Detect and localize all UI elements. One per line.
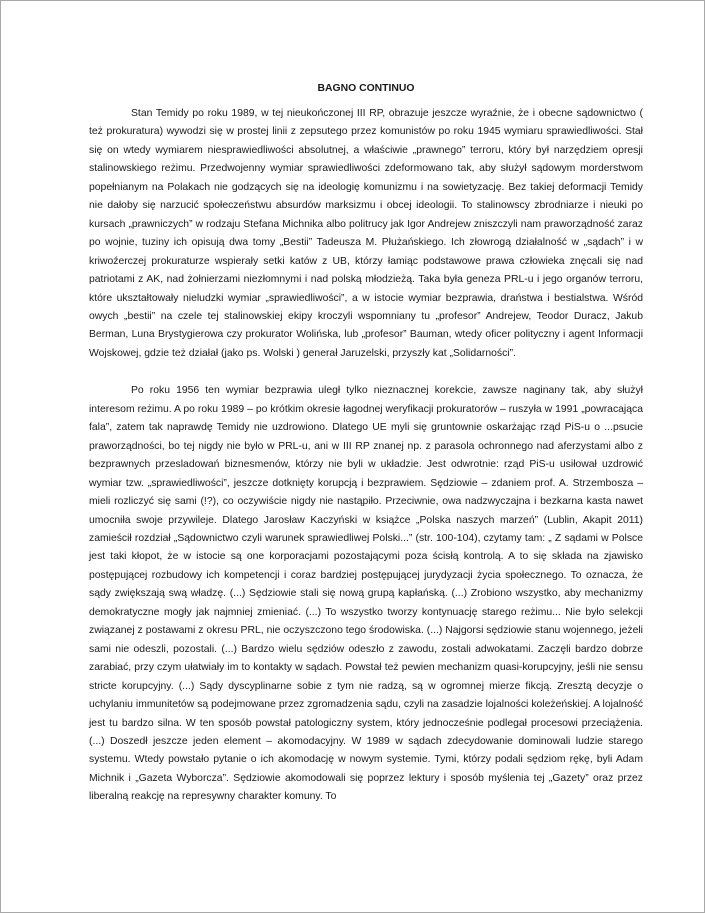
document-title: BAGNO CONTINUO	[317, 83, 415, 94]
paragraph-2: Po roku 1956 ten wymiar bezprawia uległ tylko nieznacznej korekcie, zawsze naginany tak, aby służył interesom reżimu. A po roku 1989 – po krótkim okresie łagodnej weryfikacji prokuratorów – ruszyła w 1991 „powracająca fala”, zatem tak naprawdę Temidy nie uzdrowiono. Dlatego UE myli się gruntownie oskarżając rząd PiS-u o ...psucie praworządności, bo tej nigdy nie było w PRL-u, ani w III RP znanej np. z parasola ochronnego nad aferzystami albo z bezprawnych przesladowań biznesmenów, którzy nie byli w układzie. Jest odwrotnie: rząd PiS-u usiłował uzdrowić wymiar tzw. „sprawiedliwości”, jeszcze dotknięty korupcją i bezprawiem. Sędziowie – zdaniem prof. A. Strzembosza – mieli rozliczyć się sami (!?), co oczywiście nigdy nie nastąpiło. Przeciwnie, owa nadzwyczajna i bezkarna kasta nawet umocniła swoje przywileje. Dlatego Jarosław Kaczyński w książce „Polska naszych marzeń” (Lublin, Akapit 2011) zamieścił rozdział „Sądownictwo czyli warunek sprawiedliwej Polski...” (str. 100-104), czytamy tam: „ Z sądami w Polsce jest taki kłopot, że w istocie są one korporacjami pozostającymi poza ścisłą kontrolą. A to się składa na zjawisko postępującej rozbudowy ich kompetencji i coraz bardziej postępującej jurydyzacji życia społecznego. To oznacza, że sądy zwiększają swą władzę. (...) Sędziowie stali się nową grupą kapłańską. (...) Zrobiono wszystko, aby mechanizmy demokratyczne mogły jak najmniej zmieniać. (...) To wszystko tworzy kontynuację starego reżimu... Nie było selekcji związanej z postawami z okresu PRL, nie oczyszczono tego środowiska. (...) Najgorsi sędziowie stanu wojennego, jeżeli sami nie odeszli, pozostali. (...) Bardzo wielu sędziów odeszło z zawodu, zostali adwokatami. Zaczęli bardzo dobrze zarabiać, przy czym ułatwiały im to kontakty w sądach. Powstał też pewien mechanizm quasi-korupcyjny, jeśli nie sensu stricte korupcyjny. (...) Sądy dyscyplinarne sobie z tym nie radzą, są w ogromnej mierze fikcją. Zresztą decyzje o uchylaniu immunitetów są podejmowane przez zgromadzenia sądu, czyli na zasadzie lojalności koleżeńskiej. A lojalność jest tu bardzo silna. W ten sposób powstał patologiczny system, który jednocześnie podlegał procesowi przeciążenia. (...) Doszedł jeszcze jeden element – akomodacyjny. W 1989 w sądach zdecydowanie dominowali ludzie starego systemu. Wtedy powstało pytanie o ich akomodację w nowym systemie. Tymi, którzy podali sędziom rękę, byli Adam Michnik i „Gazeta Wyborcza”. Sędziowie akomodowali się poprzez lektury i sposób myślenia tej „Gazety” oraz przez liberalną reakcję na represywny charakter komuny. To	[89, 385, 643, 803]
document-body	[89, 82, 643, 807]
paragraph-1: Stan Temidy po roku 1989, w tej nieukończonej III RP, obrazuje jeszcze wyraźnie, że i obecne sądownictwo ( też prokuratura) wywodzi się w prostej linii z zepsutego przez komunistów po roku 1945 wymiaru sprawiedliwości. Stał się on wtedy wymiarem niesprawiedliwości absolutnej, a właściwie „prawnego” terroru, który był narzędziem opresji stalinowskiego reżimu. Przedwojenny wymiar sprawiedliwości zdeformowano tak, aby służył sądowym morderstwom popełnianym na Polakach nie godzących się na ideologię komunizmu i na sowietyzację. Bez takiej deformacji Temidy nie dałoby się narzucić społeczeństwu absurdów marksizmu i obcej ideologii. To stalinowscy zbrodniarze i nieuki po kursach „prawniczych” w rodzaju Stefana Michnika albo politrucy jak Igor Andrejew zniszczyli nam praworządność zaraz po wojnie, tuziny ich opisują dwa tomy „Bestii” Tadeusza M. Płużańskiego. Ich złowrogą działalność w „sądach” i w kriwoźerczej prokuraturze wspierały setki katów z UB, którzy łamiąc podstawowe prawa człowieka znęcali się nad patriotami z AK, nad żołnierzami niezłomnymi i nad polską młodzieżą. Taka była geneza PRL-u i jego organów terroru, które ukształtowały nieludzki wymiar „sprawiedliwości”, a w istocie wymiar bezprawia, draństwa i bestialstwa. Wśród owych „bestii” na czele tej stalinowskiej ekipy kroczyli wspomniany tu „profesor” Andrejew, Teodor Duracz, Jakub Berman, Luna Brystygierowa czy prokurator Wolińska, lub „profesor” Bauman, wtedy oficer polityczny i agent Informacji Wojskowej, gdzie też działał (jako ps. Wolski ) generał Jaruzelski, przyszły kat „Solidarności”.	[89, 108, 643, 359]
